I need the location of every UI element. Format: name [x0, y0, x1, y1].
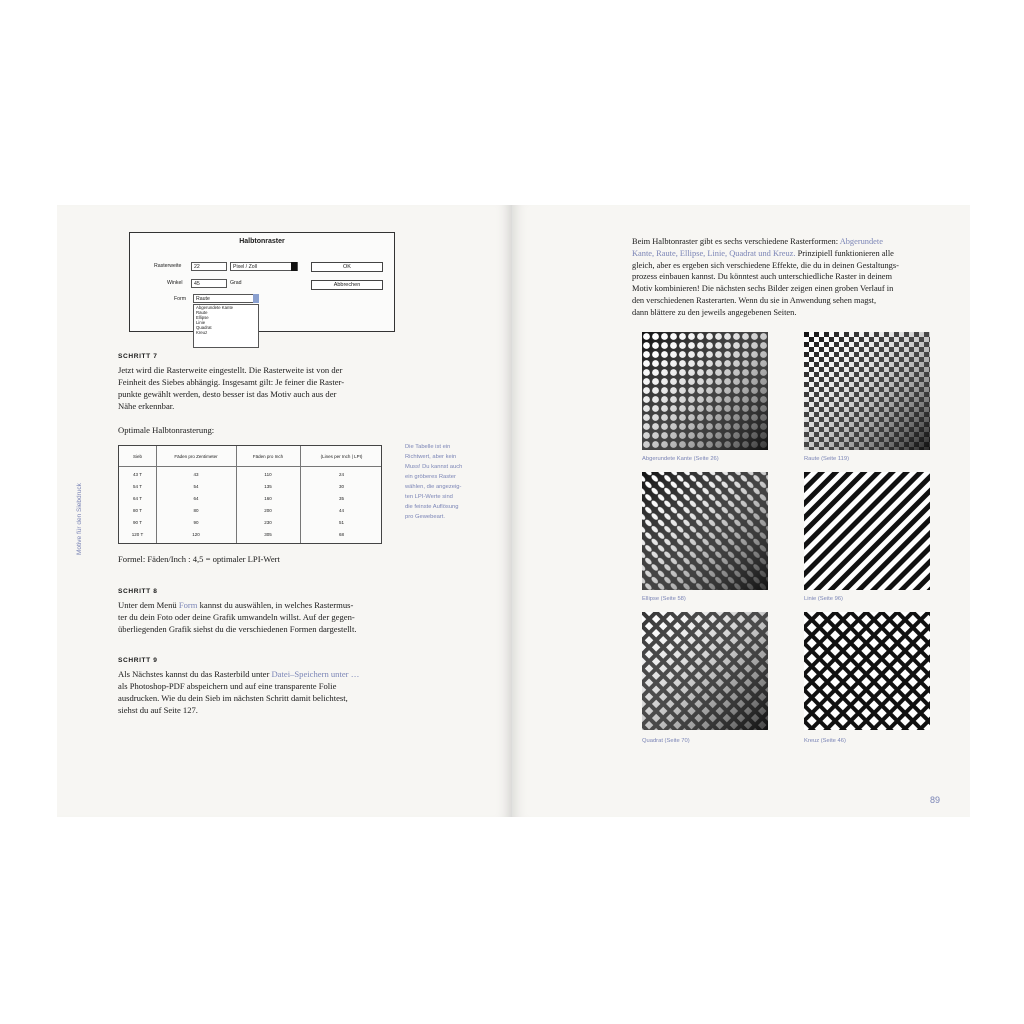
caption: Kreuz (Seite 46): [804, 738, 846, 744]
step7-line: Feinheit des Siebes abhängig. Insgesamt gilt: Je feiner die Raster-: [118, 377, 345, 387]
caption: Ellipse (Seite 58): [642, 596, 686, 602]
menu-reference-form: Form: [178, 600, 198, 610]
table-cell: 54: [193, 484, 199, 489]
table-cell: 230: [264, 520, 272, 525]
caption: Raute (Seite 119): [804, 456, 850, 462]
form-dropdown-arrow[interactable]: [253, 294, 259, 303]
caption: Abgerundete Kante (Seite 26): [642, 456, 719, 462]
table-cell: 64: [193, 496, 199, 501]
table-cell: 120 T: [131, 532, 144, 537]
table-cell: 80 T: [133, 508, 142, 513]
table-cell: 80: [193, 508, 199, 513]
table-cell: 43 T: [133, 472, 142, 477]
dialog-title: Halbtonraster: [239, 238, 285, 245]
table-cell: 135: [264, 484, 272, 489]
table-cell: 30: [338, 484, 344, 489]
swatch-quadrat: [642, 612, 768, 730]
form-options-list: [193, 304, 259, 348]
text-line: dann blättere zu den jeweils angegebenen Seiten.: [632, 307, 797, 317]
rasterweite-input[interactable]: 22: [191, 262, 227, 271]
table-cell: 68: [338, 532, 344, 537]
running-head-vertical: Motive für den Siebdruck: [76, 483, 83, 555]
table-header: (Lines per Inch | LPI): [320, 454, 363, 459]
text-run: Prinzipiell funktionieren alle: [795, 248, 894, 258]
sidenote-line: Die Tabelle ist ein: [405, 444, 451, 450]
sidenote-line: ten LPI-Werte sind: [405, 494, 453, 500]
text-link: Abgerundete: [839, 237, 883, 246]
step7-line: Nähe erkennbar.: [118, 401, 175, 411]
table-cell: 90: [193, 520, 199, 525]
table-title: Optimale Halbtonrasterung:: [118, 425, 215, 435]
swatch-raute: [804, 332, 930, 450]
text-run: kannst du auswählen, in welches Rastermus-: [197, 600, 354, 610]
table-cell: 90 T: [133, 520, 142, 525]
swatch-kreuz: [804, 612, 930, 730]
sidenote-line: pro Gewebeart.: [405, 514, 445, 520]
swatch-linie: [804, 472, 930, 590]
caption: Linie (Seite 96): [804, 596, 843, 602]
menu-reference-save-as: Datei–Speichern unter …: [271, 669, 360, 679]
text-line: Motiv kombinieren! Die nächsten sechs Bilder zeigen einen groben Verlauf in: [632, 284, 894, 294]
halftone-table: [118, 445, 382, 544]
step8-heading: SCHRITT 8: [118, 588, 158, 595]
winkel-unit: Grad: [230, 280, 242, 286]
sidenote-line: Muss! Du kannst auch: [405, 464, 463, 470]
sidenote-line: Richtwert, aber kein: [405, 454, 457, 460]
ok-button[interactable]: OK: [311, 262, 383, 272]
step9-heading: SCHRITT 9: [118, 657, 158, 664]
form-option[interactable]: Linie: [196, 320, 206, 325]
text-line: gleich, aber es ergeben sich verschiedene Effekte, die du in deinen Gestaltungs-: [632, 260, 899, 270]
form-select[interactable]: Raute: [193, 294, 259, 303]
text-run: Unter dem Menü: [118, 600, 179, 610]
step7-text: [118, 364, 344, 412]
table-cell: 200: [264, 508, 272, 513]
form-label: Form: [174, 296, 187, 302]
form-option[interactable]: Raute: [196, 310, 208, 315]
table-cell: 64 T: [133, 496, 142, 501]
swatch-ellipse: [642, 472, 768, 590]
winkel-label: Winkel: [167, 280, 183, 286]
step8-text: [118, 599, 356, 635]
table-cell: 110: [264, 472, 272, 477]
halftone-dialog: [129, 232, 395, 335]
form-option[interactable]: Abgerundete Kante: [196, 305, 234, 310]
text-run: Als Nächstes kannst du das Rasterbild unter: [118, 669, 272, 679]
sidenote-line: wählen, die angezeig-: [405, 484, 462, 490]
table-cell: 51: [338, 520, 344, 525]
text-line: überliegenden Grafik siehst du die verschiedenen Formen dargestellt.: [118, 624, 357, 634]
form-option[interactable]: Kreuz: [196, 330, 208, 335]
table-sidenote: [405, 442, 485, 522]
text-line: den verschiedenen Rasterarten. Wenn du sie in Anwendung sehen magst,: [632, 295, 877, 305]
text-line: siehst du auf Seite 127.: [118, 705, 198, 715]
table-header: Fäden pro Zentimeter: [174, 454, 218, 459]
table-cell: 54 T: [133, 484, 142, 489]
intro-text: [632, 236, 899, 319]
table-cell: 43: [193, 472, 199, 477]
step7-heading: SCHRITT 7: [118, 353, 158, 360]
table-cell: 44: [338, 508, 344, 513]
table-cell: 305: [264, 532, 272, 537]
unit-dropdown-arrow[interactable]: [291, 262, 297, 271]
form-option[interactable]: Ellipse: [196, 315, 209, 320]
table-cell: 120: [192, 532, 200, 537]
sidenote-line: ein gröberes Raster: [405, 474, 456, 480]
page-number: 89: [930, 795, 941, 805]
form-option[interactable]: Quadrat: [196, 325, 212, 330]
rasterweite-label: Rasterweite: [154, 263, 182, 269]
cancel-button[interactable]: Abbrechen: [311, 280, 383, 290]
text-link: Kante, Raute, Ellipse, Linie, Quadrat und Kreuz.: [632, 248, 796, 258]
formula: Formel: Fäden/Inch : 4,5 = optimaler LPI-Wert: [118, 554, 280, 564]
text-line: prozess einbauen kannst. Du könntest auch unterschiedliche Raster in deinem: [632, 272, 893, 282]
text-line: ausdrucken. Wie du dein Sieb im nächsten Schritt damit belichtest,: [118, 693, 348, 703]
table-cell: 35: [338, 496, 344, 501]
sidenote-line: die feinste Auflösung: [405, 504, 459, 510]
table-cell: 24: [338, 472, 344, 477]
step7-line: Jetzt wird die Rasterweite eingestellt. Die Rasterweite ist von der: [118, 365, 343, 375]
text-line: als Photoshop-PDF abspeichern und auf eine transparente Folie: [118, 681, 337, 691]
winkel-input[interactable]: 45: [191, 279, 227, 288]
text-line: ter du dein Foto oder deine Grafik umwandeln willst. Auf der gegen-: [118, 612, 355, 622]
table-header: Fäden pro Inch: [252, 454, 284, 459]
caption: Quadrat (Seite 70): [642, 738, 690, 744]
step7-line: punkte gewählt werden, desto besser ist das Motiv auch aus der: [118, 389, 337, 399]
unit-select[interactable]: Pixel / Zoll: [230, 262, 298, 271]
table-cell: 160: [264, 496, 272, 501]
swatch-abgerundete-kante: [642, 332, 768, 450]
table-header: Sieb: [132, 454, 142, 459]
text-run: Beim Halbtonraster gibt es sechs verschiedene Rasterformen:: [632, 237, 840, 246]
step9-text: [118, 668, 359, 716]
